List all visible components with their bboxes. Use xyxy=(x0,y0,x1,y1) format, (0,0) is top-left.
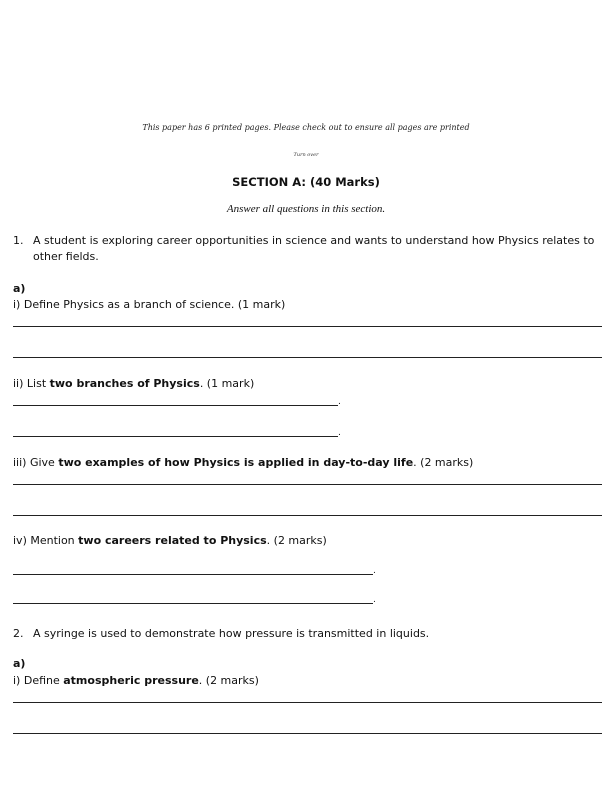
question-2-i-suffix: . (2 marks) xyxy=(198,674,259,687)
answer-line-2i-1[interactable] xyxy=(13,702,602,703)
question-1-iii xyxy=(13,456,473,469)
section-title: SECTION A: (40 Marks) xyxy=(232,175,380,189)
question-1-iii-bold: two examples of how Physics is applied in day-to-day life xyxy=(58,456,414,469)
question-1-i-text: i) Define Physics as a branch of science. (1 mark) xyxy=(13,298,286,311)
question-2-i xyxy=(13,674,259,687)
answer-line-1iv-2[interactable] xyxy=(13,603,373,604)
answer-line-1iii-2[interactable] xyxy=(13,515,602,516)
question-1-iii-prefix: iii) Give xyxy=(13,456,59,469)
question-2-text: A syringe is used to demonstrate how pressure is transmitted in liquids. xyxy=(33,627,430,640)
turn-over-note: Turn over xyxy=(293,152,319,158)
question-1-text-line1: A student is exploring career opportunities in science and wants to understand how Physics relates to xyxy=(33,234,595,247)
question-2-i-prefix: i) Define xyxy=(13,674,64,687)
question-1-number: 1. xyxy=(13,234,24,247)
answer-line-1iv-1-dot: . xyxy=(373,566,376,576)
question-2-i-bold: atmospheric pressure xyxy=(63,674,199,687)
printed-pages-notice: This paper has 6 printed pages. Please check out to ensure all pages are printed xyxy=(142,123,470,132)
question-1-iv-prefix: iv) Mention xyxy=(13,534,79,547)
answer-line-1iv-2-dot: . xyxy=(373,595,376,605)
question-1-iv xyxy=(13,534,327,547)
question-1-iv-suffix: . (2 marks) xyxy=(266,534,327,547)
question-1-part-a: a) xyxy=(13,282,26,295)
answer-line-1iv-1[interactable] xyxy=(13,574,373,575)
answer-line-2i-2[interactable] xyxy=(13,733,602,734)
answer-line-1ii-2[interactable] xyxy=(13,436,338,437)
question-1-ii xyxy=(13,377,254,390)
question-1-i xyxy=(13,298,285,311)
question-1-text-line2: other fields. xyxy=(33,250,99,263)
answer-line-1ii-2-dot: . xyxy=(338,428,341,438)
answer-line-1iii-1[interactable] xyxy=(13,484,602,485)
section-instruction: Answer all questions in this section. xyxy=(226,203,386,215)
question-1-ii-prefix: ii) List xyxy=(13,377,50,390)
answer-line-1ii-1-dot: . xyxy=(338,397,341,407)
question-1 xyxy=(13,233,603,265)
question-2-number: 2. xyxy=(13,627,24,640)
question-1-ii-suffix: . (1 mark) xyxy=(199,377,255,390)
answer-line-1i-2[interactable] xyxy=(13,357,602,358)
question-2 xyxy=(13,626,429,642)
question-1-iv-bold: two careers related to Physics xyxy=(78,534,267,547)
answer-line-1ii-1[interactable] xyxy=(13,405,338,406)
question-1-ii-bold: two branches of Physics xyxy=(49,377,200,390)
answer-line-1i-1[interactable] xyxy=(13,326,602,327)
question-1-iii-suffix: . (2 marks) xyxy=(413,456,474,469)
question-2-part-a: a) xyxy=(13,657,26,670)
